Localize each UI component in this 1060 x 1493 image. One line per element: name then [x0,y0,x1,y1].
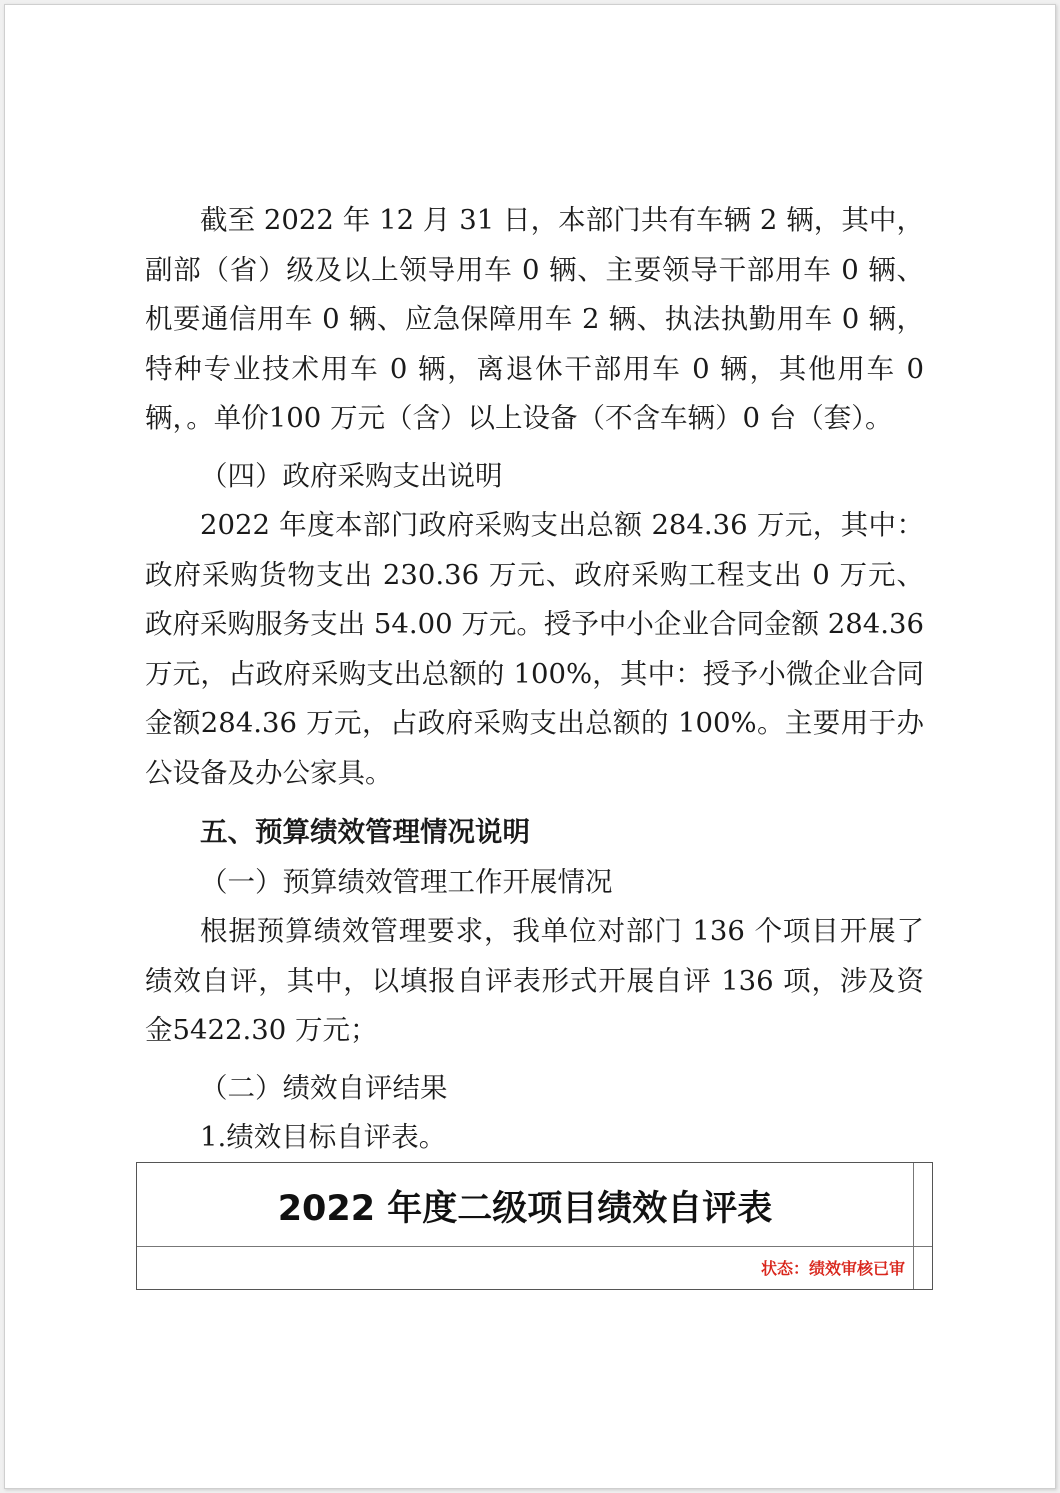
status-label: 状态：绩效审核已审 [760,1259,905,1278]
sub2-heading: （二）绩效自评结果 [200,1071,448,1104]
performance-paragraph: 根据预算绩效管理要求，我单位对部门 136 个项目开展了绩效自评，其中，以填报自评表形式开展自评 136 项，涉及资金5422.30 万元； [145,915,924,1046]
self-evaluation-table [136,1162,933,1290]
table-title: 2022 年度二级项目绩效自评表 [277,1189,773,1229]
section5-heading: 五、预算绩效管理情况说明 [200,816,530,848]
procurement-heading: （四）政府采购支出说明 [200,459,503,492]
table-row-divider [137,1246,932,1247]
procurement-paragraph: 2022 年度本部门政府采购支出总额 284.36 万元，其中：政府采购货物支出 230.36 万元、政府采购工程支出 0 万元、政府采购服务支出 54.00 万元。授予中小企业合同金额 284.36 万元，占政府采购支出总额的 100%，其中：授予小微企业合同金额284.36 万元，占政府采购支出总额的 100%。主要用于办公设备及办公家具。 [145,509,924,789]
document-body [145,196,924,1163]
item1-label: 1.绩效目标自评表。 [200,1121,447,1153]
sub1-heading: （一）预算绩效管理工作开展情况 [200,865,613,898]
table-column-divider [913,1163,914,1289]
vehicles-paragraph: 截至 2022 年 12 月 31 日，本部门共有车辆 2 辆，其中，副部（省）级及以上领导用车 0 辆、主要领导干部用车 0 辆、机要通信用车 0 辆、应急保障用车 2 辆、执法执勤用车 0 辆，特种专业技术用车 0 辆，离退休干部用车 0 辆，其他用车 0 辆，。单价100 万元（含）以上设备（不含车辆）0 台（套）。 [145,204,924,434]
